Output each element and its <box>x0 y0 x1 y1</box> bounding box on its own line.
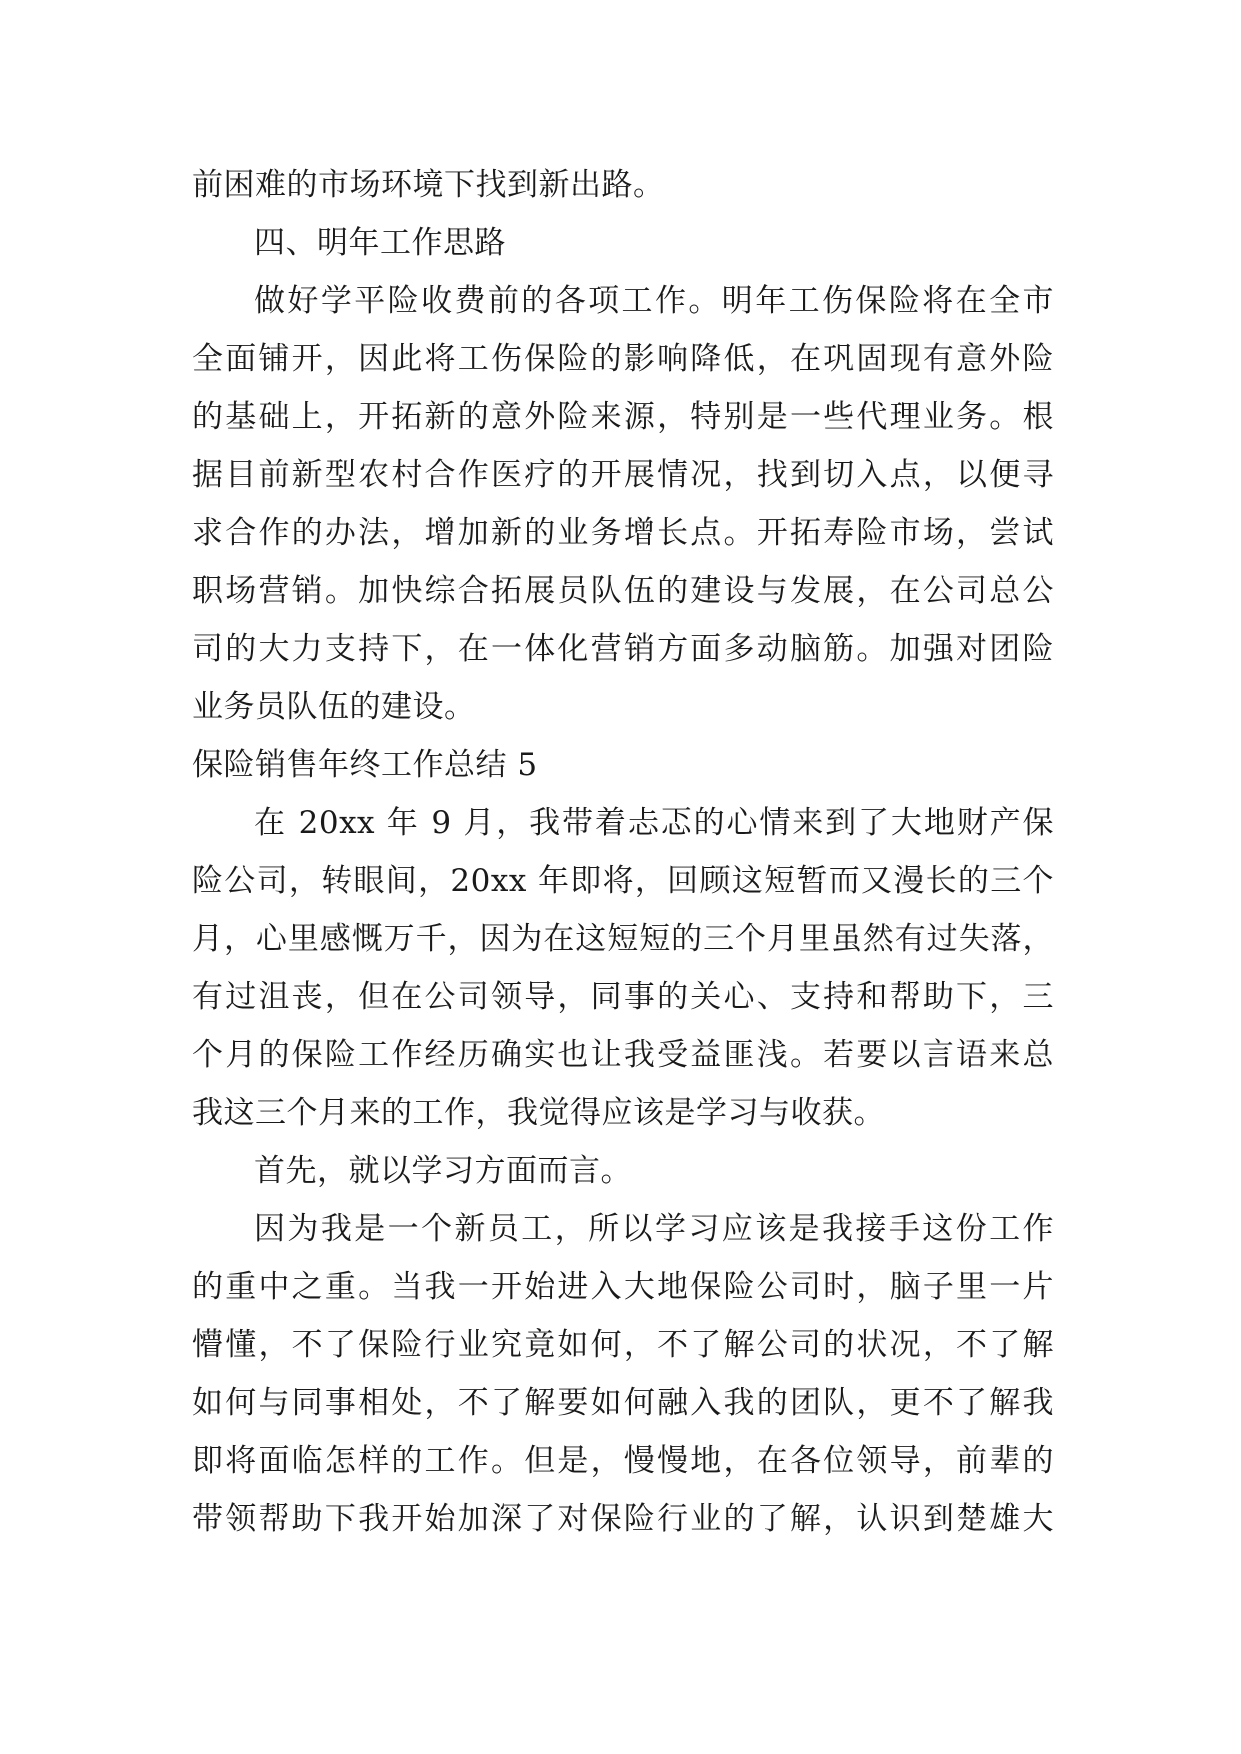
text-line: 如何与同事相处，不了解要如何融入我的团队，更不了解我 <box>192 1385 1054 1421</box>
text-line: 做好学平险收费前的各项工作。明年工伤保险将在全市 <box>254 283 1054 319</box>
document-body <box>192 156 1054 1548</box>
text-line: 即将面临怎样的工作。但是，慢慢地，在各位领导，前辈的 <box>192 1443 1054 1479</box>
text-line: 据目前新型农村合作医疗的开展情况，找到切入点，以便寻 <box>192 457 1054 493</box>
text-line: 的基础上，开拓新的意外险来源，特别是一些代理业务。根 <box>192 399 1054 435</box>
text-line: 个月的保险工作经历确实也让我受益匪浅。若要以言语来总 <box>192 1037 1054 1073</box>
text-line: 在 20xx 年 9 月，我带着忐忑的心情来到了大地财产保 <box>254 805 1054 841</box>
text-line: 懵懂，不了保险行业究竟如何，不了解公司的状况，不了解 <box>192 1327 1054 1363</box>
text-line: 业务员队伍的建设。 <box>192 689 476 725</box>
text-line: 带领帮助下我开始加深了对保险行业的了解，认识到楚雄大 <box>192 1501 1054 1537</box>
text-line: 月，心里感慨万千，因为在这短短的三个月里虽然有过失落， <box>192 921 1054 957</box>
text-line: 我这三个月来的工作，我觉得应该是学习与收获。 <box>192 1095 885 1131</box>
text-line: 职场营销。加快综合拓展员队伍的建设与发展，在公司总公 <box>192 573 1054 609</box>
text-line: 因为我是一个新员工，所以学习应该是我接手这份工作 <box>254 1211 1054 1247</box>
section-heading: 四、明年工作思路 <box>254 225 506 261</box>
text-line: 全面铺开，因此将工伤保险的影响降低，在巩固现有意外险 <box>192 341 1054 377</box>
text-line: 有过沮丧，但在公司领导，同事的关心、支持和帮助下，三 <box>192 979 1054 1015</box>
text-line: 求合作的办法，增加新的业务增长点。开拓寿险市场，尝试 <box>192 515 1054 551</box>
document-title: 保险销售年终工作总结 5 <box>192 747 538 783</box>
text-line: 险公司，转眼间，20xx 年即将，回顾这短暂而又漫长的三个 <box>192 863 1054 899</box>
text-line: 首先，就以学习方面而言。 <box>254 1153 632 1189</box>
text-line: 的重中之重。当我一开始进入大地保险公司时，脑子里一片 <box>192 1269 1054 1305</box>
text-line: 司的大力支持下，在一体化营销方面多动脑筋。加强对团险 <box>192 631 1054 667</box>
text-line: 前困难的市场环境下找到新出路。 <box>192 167 665 203</box>
